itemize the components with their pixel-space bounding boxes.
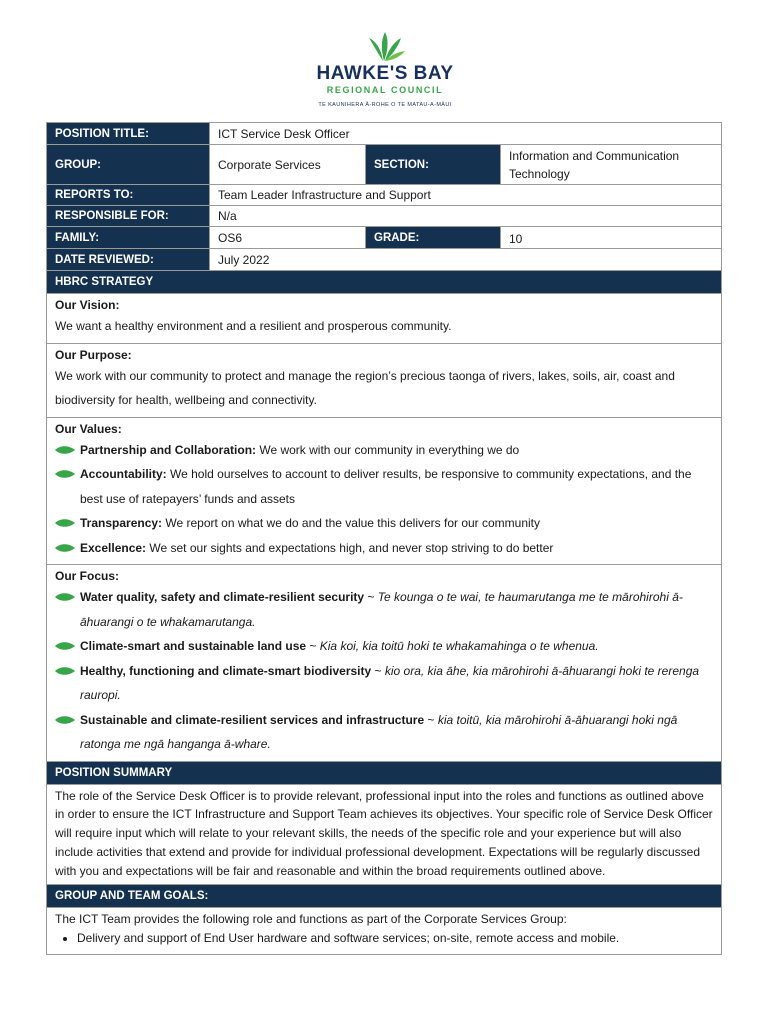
- value-text: We work with our community in everything we do: [256, 442, 520, 457]
- date-reviewed-row: [47, 249, 721, 271]
- value-name: Partnership and Collaboration:: [80, 442, 257, 457]
- value-item: [55, 462, 713, 511]
- date-reviewed-label: DATE REVIEWED:: [47, 249, 209, 270]
- grade-label: GRADE:: [365, 227, 500, 248]
- focus-maori: kio ora, kia āhe, kia mārohirohi ā-āhuarangi hoki te rerenga rauropi.: [80, 663, 700, 702]
- value-text: We report on what we do and the value this delivers for our community: [162, 516, 541, 530]
- responsible-for-row: [47, 206, 721, 227]
- focus-name: Climate-smart and sustainable land use: [80, 639, 307, 653]
- focus-item: [55, 634, 713, 659]
- position-title-label: POSITION TITLE:: [47, 123, 209, 144]
- reports-to-label: REPORTS TO:: [47, 185, 209, 205]
- focus-separator: ~: [306, 639, 320, 653]
- family-value: OS6: [209, 227, 365, 248]
- purpose-text: We work with our community to protect and manage the region’s precious taonga of rivers, lakes, soils, air, coast and biodiversity for health, wellbeing and connectivity.: [55, 368, 675, 407]
- value-item: [55, 536, 713, 561]
- goals-item: • Delivery and support of End User hardware and software services; on-site, remote access and mobile.: [77, 929, 713, 948]
- responsible-for-label: RESPONSIBLE FOR:: [47, 206, 209, 226]
- reports-to-value: Team Leader Infrastructure and Support: [209, 185, 721, 205]
- purpose-block: [47, 344, 721, 418]
- focus-maori: Te kounga o te wai, te haumarutanga me te mārohirohi ā-āhuarangi o te whakamarutanga.: [80, 590, 683, 629]
- focus-separator: ~: [371, 663, 385, 678]
- value-text: We hold ourselves to account to deliver results, be responsive to community expectations, and the best use of ratepayers’ funds and assets: [80, 467, 692, 506]
- family-label: FAMILY:: [47, 227, 209, 248]
- value-item: [55, 511, 713, 536]
- group-row: [47, 145, 721, 185]
- focus-separator: ~: [424, 712, 438, 727]
- leaf-logo-icon: [363, 30, 407, 62]
- focus-name: Healthy, functioning and climate-smart biodiversity: [80, 663, 372, 678]
- group-team-goals-block: [47, 908, 721, 954]
- vision-block: [47, 294, 721, 344]
- focus-list: [55, 585, 713, 757]
- value-item: [55, 438, 713, 463]
- focus-separator: ~: [364, 590, 378, 604]
- value-text: We set our sights and expectations high, and never stop striving to do better: [146, 540, 554, 555]
- value-name: Excellence:: [80, 540, 147, 555]
- values-list: [55, 438, 713, 561]
- strategy-heading: HBRC STRATEGY: [47, 271, 721, 294]
- leaf-bullet-icon: [55, 470, 75, 478]
- focus-name: Sustainable and climate-resilient services and infrastructure: [80, 712, 425, 727]
- section-label: SECTION:: [365, 145, 500, 184]
- focus-block: [47, 565, 721, 762]
- group-label: GROUP:: [47, 145, 209, 184]
- logo-name-line2: REGIONAL COUNCIL: [326, 85, 444, 95]
- goals-list: [55, 929, 713, 948]
- values-title: Our Values:: [55, 421, 122, 436]
- grade-value: 10: [500, 227, 721, 248]
- value-name: Transparency:: [80, 516, 163, 530]
- leaf-bullet-icon: [55, 593, 75, 601]
- group-value: Corporate Services: [209, 145, 365, 184]
- hbrc-logo: [300, 30, 470, 112]
- focus-item: [55, 659, 713, 708]
- group-team-goals-heading: GROUP AND TEAM GOALS:: [47, 885, 721, 908]
- logo-name-line1: HAWKE'S BAY: [316, 63, 454, 84]
- focus-maori: Kia koi, kia toitū hoki te whakamahinga o te whenua.: [319, 639, 599, 653]
- leaf-bullet-icon: [55, 446, 75, 454]
- position-title-row: [47, 123, 721, 145]
- logo-tagline: TE KAUNIHERA Ā-ROHE O TE MATAU-A-MĀUI: [318, 102, 452, 108]
- vision-title: Our Vision:: [55, 298, 120, 312]
- reports-to-row: [47, 185, 721, 206]
- family-row: [47, 227, 721, 249]
- responsible-for-value: N/a: [209, 206, 721, 226]
- goals-intro: The ICT Team provides the following role and functions as part of the Corporate Services Group:: [55, 912, 567, 927]
- position-description-table: [46, 122, 722, 955]
- leaf-bullet-icon: [55, 544, 75, 552]
- focus-item: [55, 708, 713, 757]
- focus-item: [55, 585, 713, 634]
- leaf-bullet-icon: [55, 667, 75, 675]
- position-summary-text: The role of the Service Desk Officer is to provide relevant, professional input into the roles and functions as outlined above in order to ensure the ICT Infrastructure and Support Team achieves its objectives. Your specific role of Service Desk Officer will require input which will relate to your relevant skills, the needs of the specific role and your experience but will also include activities that extend and provide for individual professional development. Expectations will be regularly discussed with you and expectations will be fair and reasonable and within the broad requirements outlined above.: [47, 785, 721, 886]
- position-title-value: ICT Service Desk Officer: [209, 123, 721, 144]
- vision-text: We want a healthy environment and a resilient and prosperous community.: [55, 319, 452, 333]
- focus-name: Water quality, safety and climate-resilient security: [80, 590, 365, 604]
- purpose-title: Our Purpose:: [55, 347, 132, 362]
- leaf-bullet-icon: [55, 519, 75, 527]
- position-summary-heading: POSITION SUMMARY: [47, 762, 721, 785]
- value-name: Accountability:: [80, 467, 167, 481]
- leaf-bullet-icon: [55, 642, 75, 650]
- focus-title: Our Focus:: [55, 569, 120, 583]
- leaf-bullet-icon: [55, 716, 75, 724]
- section-value: Information and Communication Technology: [500, 145, 721, 184]
- date-reviewed-value: July 2022: [209, 249, 721, 270]
- values-block: [47, 418, 721, 566]
- focus-maori: kia toitū, kia mārohirohi ā-āhuarangi hoki ngā ratonga me ngā hanganga ā-whare.: [80, 712, 678, 751]
